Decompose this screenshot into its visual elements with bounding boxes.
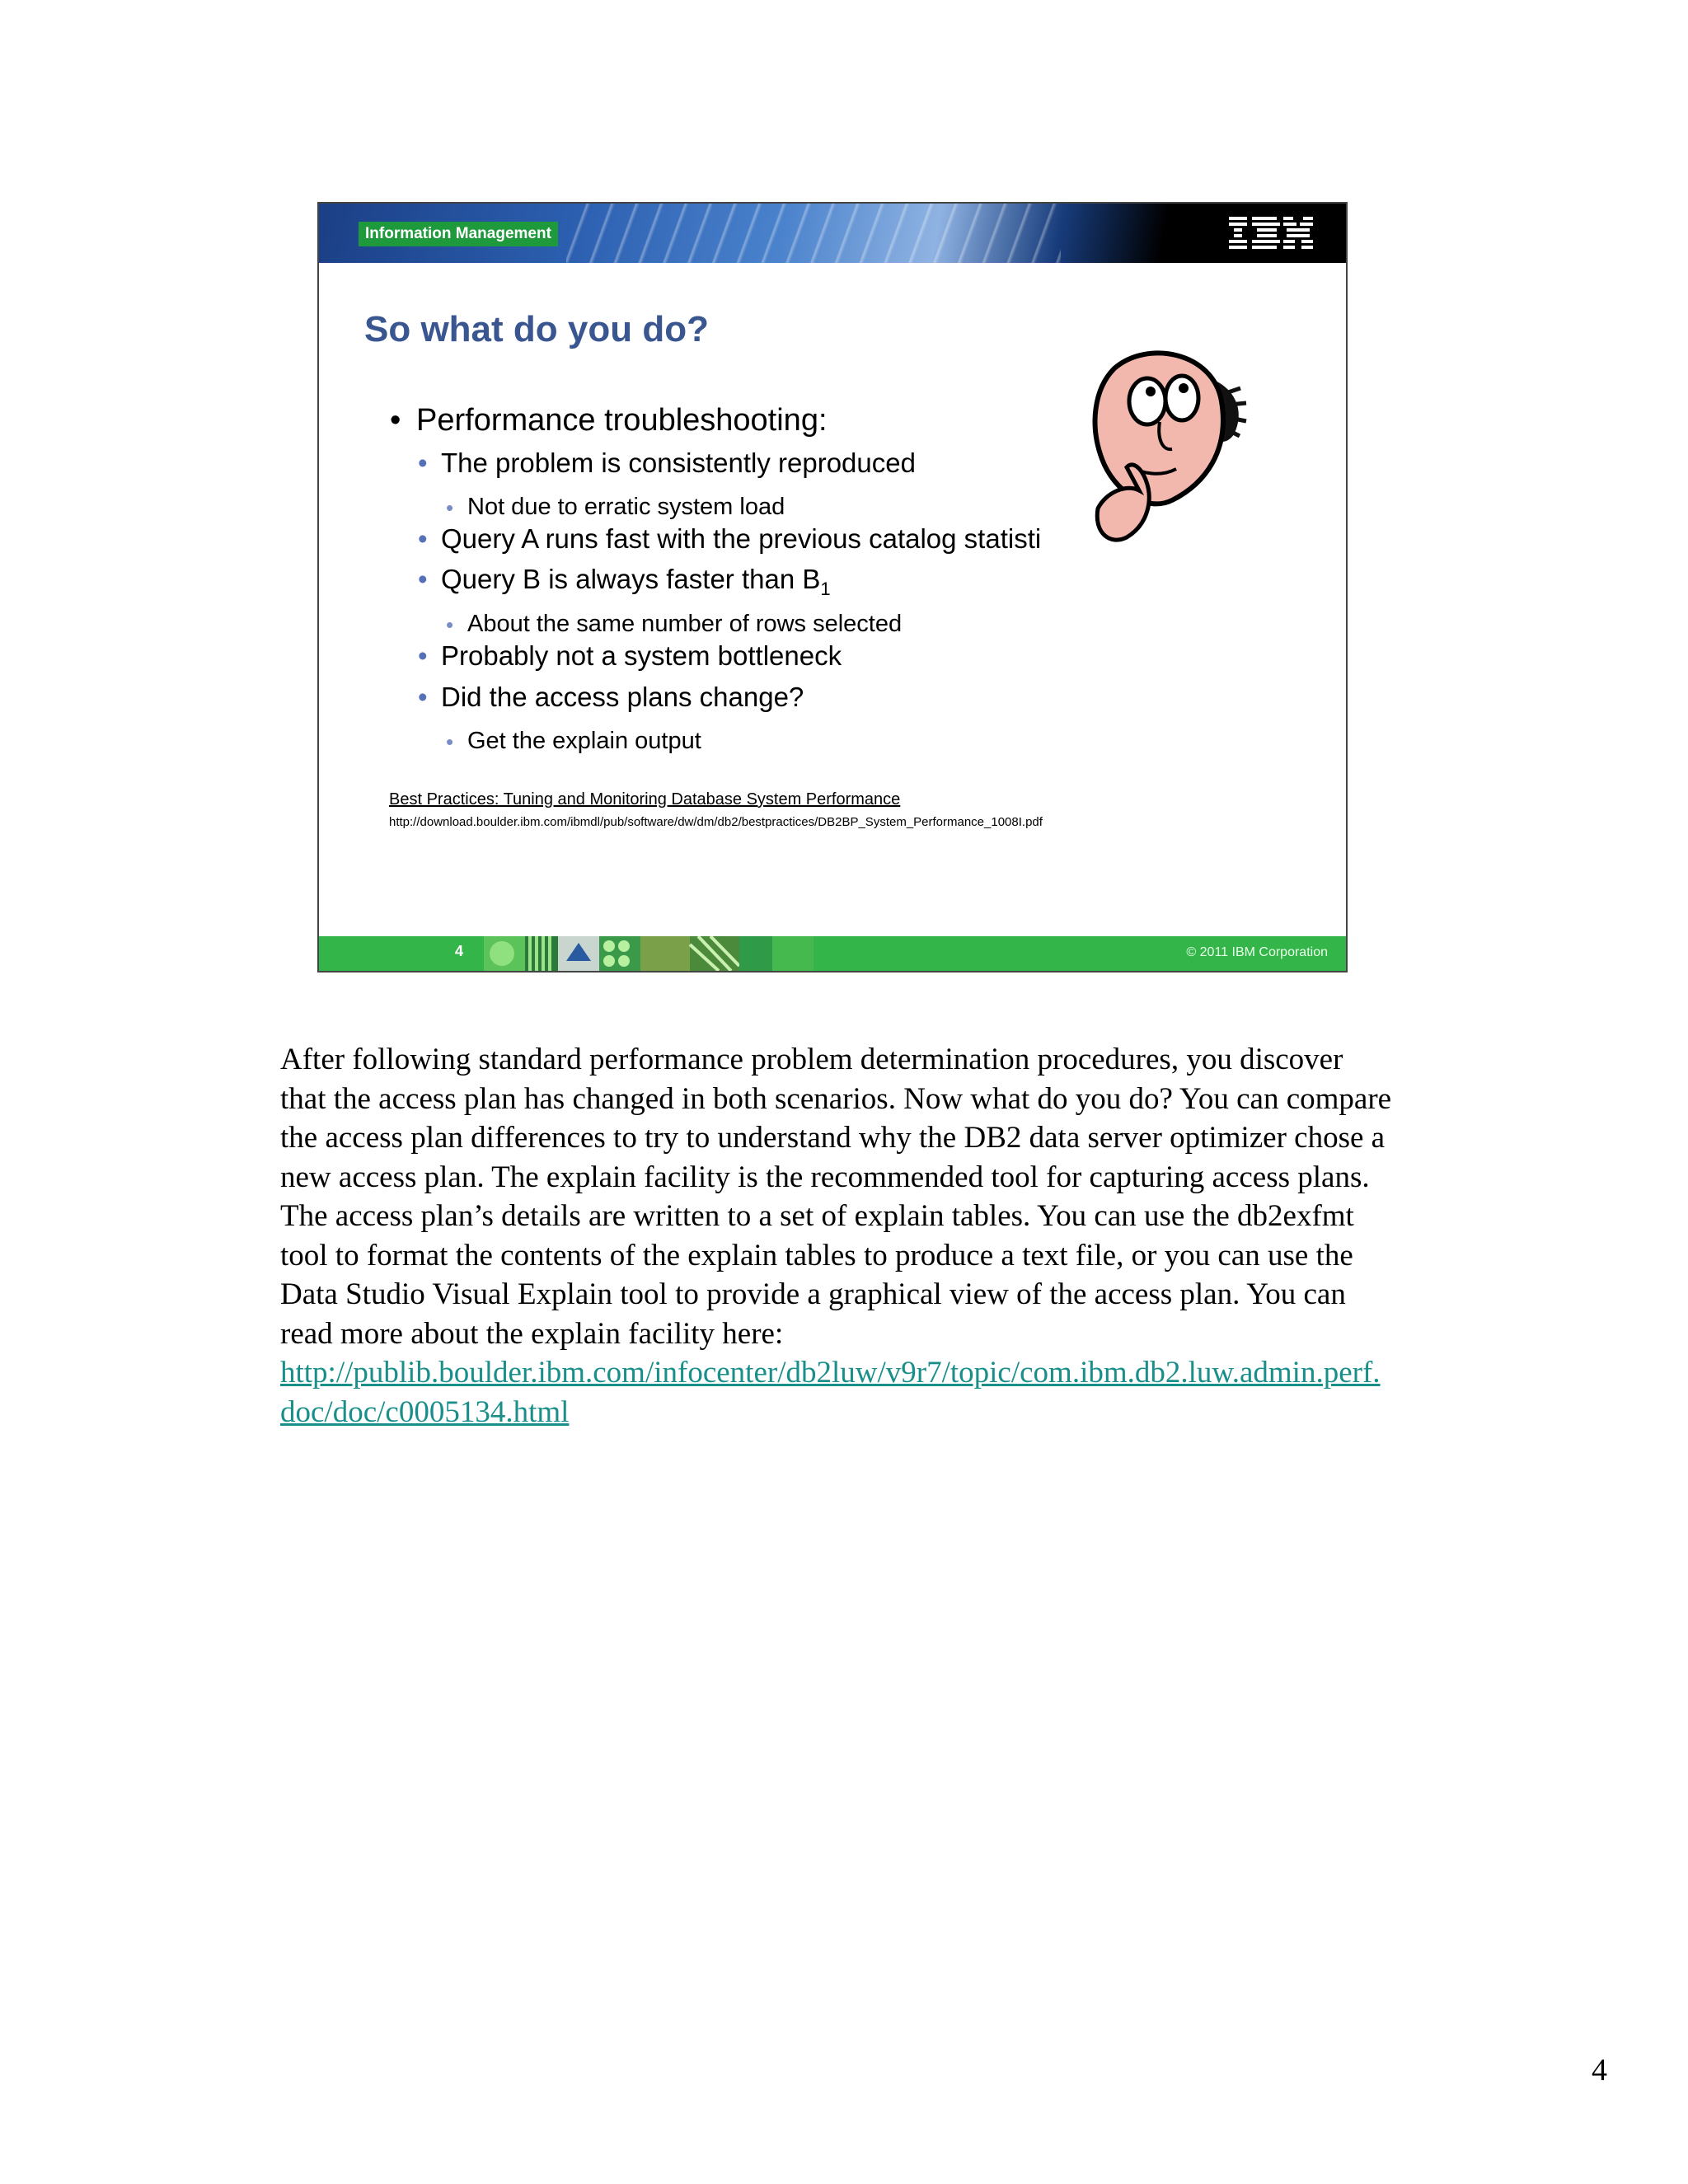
bullet-item: • Did the access plans change? [418,682,804,712]
thinking-man-cartoon [1081,344,1259,550]
bullet-dot: • [418,448,428,478]
bullet-dot: • [418,682,428,712]
bullet-item: • Query A runs fast with the previous catalog statisti [418,523,1042,554]
bullet-dot: • [418,523,428,554]
bullet-item: • Performance troubleshooting: [390,403,828,438]
bullet-dot: • [390,403,401,438]
reference-title[interactable]: Best Practices: Tuning and Monitoring Database System Performance [389,790,901,808]
bullet-dot: • [418,564,428,594]
bullet-item: • Query B is always faster than $B_1$ [418,564,831,599]
slide-footer [319,936,1346,971]
bullet-dot: • [418,640,428,671]
bullet-dot: • [446,612,454,637]
bullet-item: • Not due to erratic system load [446,494,785,520]
bullet-item: • The problem is consistently reproduced [418,448,916,478]
footer-image-strip [484,936,814,971]
bullet-item: • Get the explain output [446,728,701,754]
slide-header [319,204,1346,263]
slide-copyright: © 2011 IBM Corporation [1186,945,1328,959]
bullet-dot: • [446,495,454,520]
slide-page-number: 4 [455,943,464,959]
information-management-badge: Information Management [359,222,558,246]
bullet-dot: • [446,729,454,754]
slide-title: So what do you do? [364,309,709,349]
bullet-item: • About the same number of rows selected [446,611,903,637]
slide-image [317,202,1348,972]
explain-facility-link[interactable]: http://publib.boulder.ibm.com/infocenter/db2luw/v9r7/topic/com.ibm.db2.luw.admin.perf.doc/doc/c0005134.html [280,1356,1381,1429]
bullet-item: • Probably not a system bottleneck [418,640,842,671]
subscript: 1 [820,579,831,599]
page-number: 4 [1592,2053,1607,2088]
reference-url[interactable]: http://download.boulder.ibm.com/ibmdl/pub/software/dw/dm/db2/bestpractices/DB2BP_System_Performance_1008I.pdf [389,815,1043,829]
header-rays [566,204,1061,263]
notes-paragraph [280,1040,1393,1432]
ibm-logo [1227,213,1315,253]
speaker-notes [280,1040,1393,1432]
notes-text: After following standard performance problem determination procedures, you discover that the access plan has changed in both scenarios. Now what do you do? You can compare the access plan differences to try to understand why the DB2 data server optimizer chose a new access plan. The explain facility is the recommended tool for capturing access plans. The access plan’s details are written to a set of explain tables. You can use the db2exfmt tool to format the contents of the explain tables to produce a text file, or you can use the Data Studio Visual Explain tool to provide a graphical view of the access plan. You can read more about the explain facility here: [280,1043,1392,1351]
